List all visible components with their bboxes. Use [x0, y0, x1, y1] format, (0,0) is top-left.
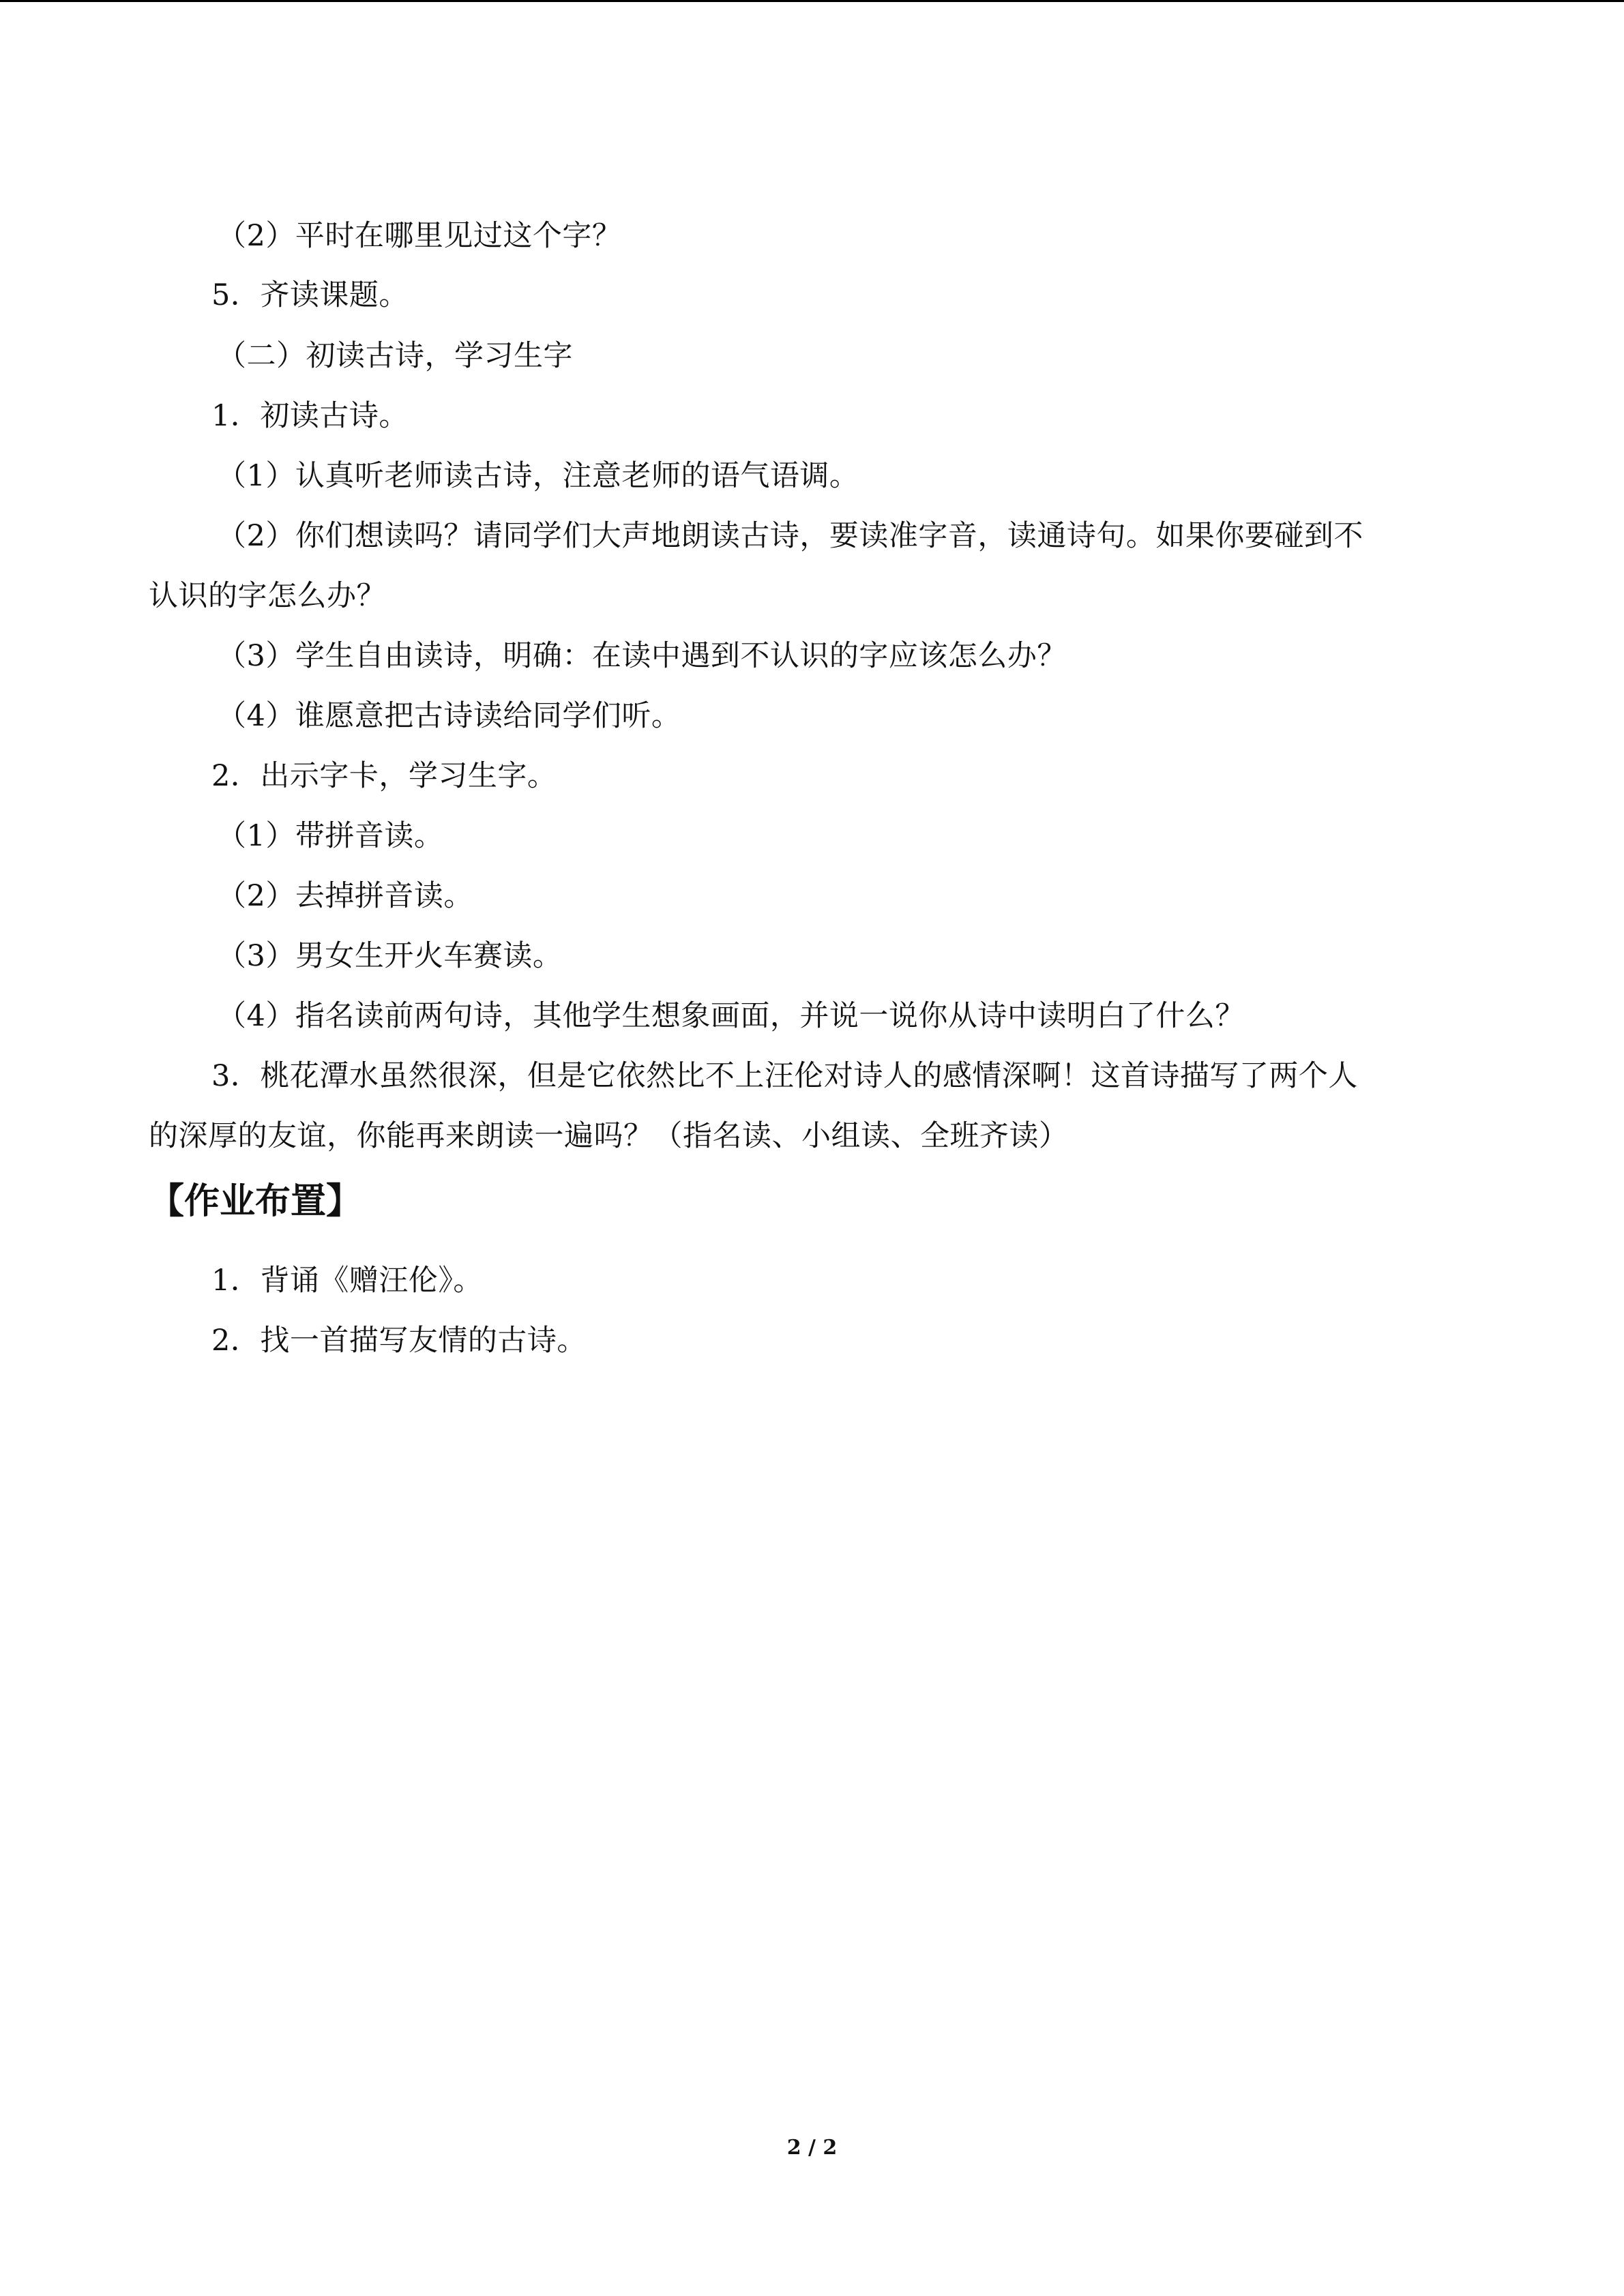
homework-item: 1．背诵《赠汪伦》。 — [211, 1264, 483, 1298]
text-line: 1．初读古诗。 — [211, 399, 409, 433]
text-line: 3．桃花潭水虽然很深，但是它依然比不上汪伦对诗人的感情深啊！这首诗描写了两个人 — [211, 1059, 1358, 1093]
text-line: 的深厚的友谊，你能再来朗读一遍吗？（指名读、小组读、全班齐读） — [149, 1119, 1069, 1153]
text-line: 认识的字怎么办？ — [149, 579, 386, 613]
text-line: （4）谁愿意把古诗读给同学们听。 — [217, 699, 681, 733]
text-line: 5．齐读课题。 — [211, 278, 409, 312]
text-line: 2．出示字卡，学习生字。 — [211, 759, 557, 793]
text-line: （二）初读古诗，学习生字 — [217, 339, 573, 373]
text-line: （4）指名读前两句诗，其他学生想象画面，并说一说你从诗中读明白了什么？ — [217, 999, 1245, 1033]
text-line: （2）你们想读吗？请同学们大声地朗读古诗，要读准字音，读通诗句。如果你要碰到不 — [217, 519, 1363, 553]
text-line: （2）平时在哪里见过这个字？ — [217, 219, 622, 253]
homework-heading: 【作业布置】 — [149, 1181, 362, 1222]
page-number: 2 / 2 — [786, 2136, 838, 2160]
text-line: （1）认真听老师读古诗，注意老师的语气语调。 — [217, 459, 859, 493]
homework-item: 2．找一首描写友情的古诗。 — [211, 1324, 587, 1358]
text-line: （2）去掉拼音读。 — [217, 879, 473, 913]
text-line: （1）带拼音读。 — [217, 819, 444, 853]
text-line: （3）男女生开火车赛读。 — [217, 939, 563, 973]
text-line: （3）学生自由读诗，明确：在读中遇到不认识的字应该怎么办？ — [217, 639, 1067, 673]
